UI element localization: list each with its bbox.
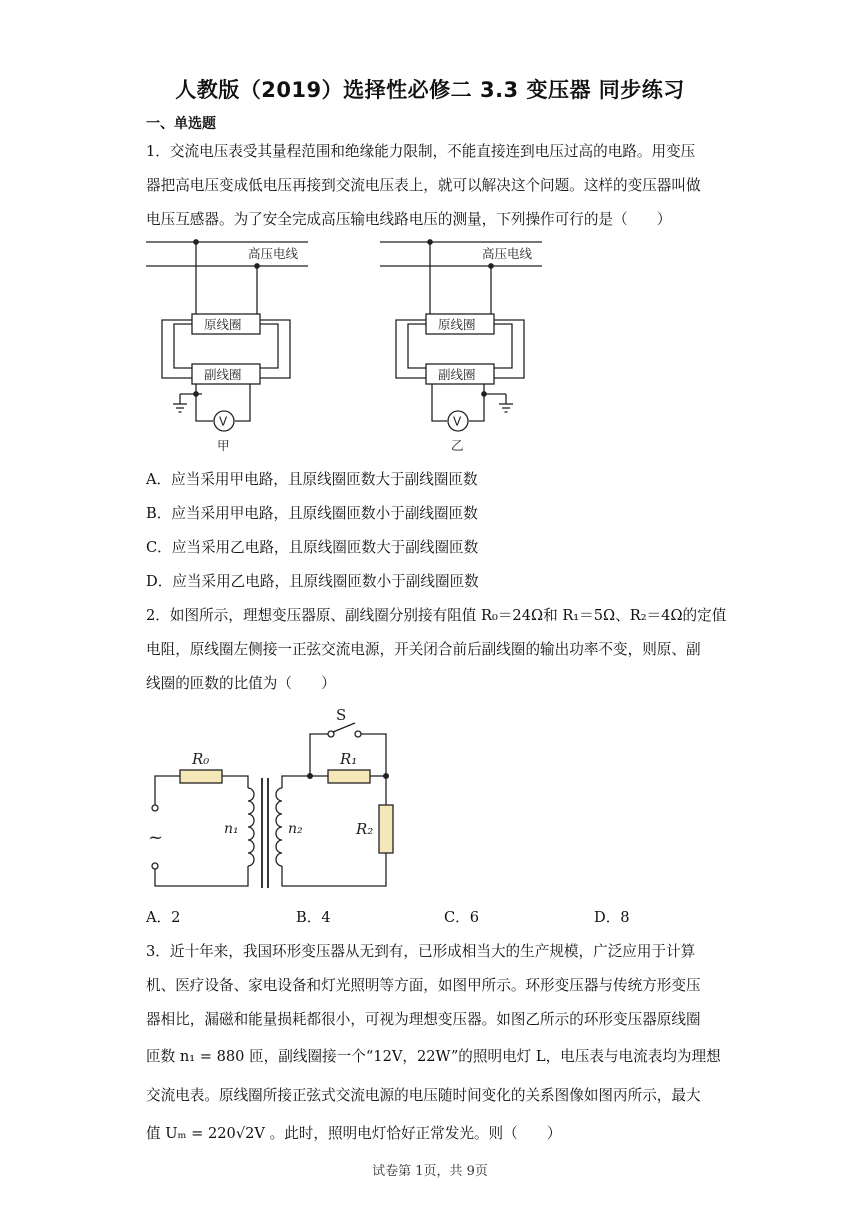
n2-label: n₂ bbox=[288, 821, 303, 837]
wire-label-right: 高压电线 bbox=[482, 246, 533, 261]
q1-text-line: 器把高电压变成低电压再接到交流电压表上，就可以解决这个问题。这样的变压器叫做 bbox=[146, 177, 701, 194]
q3-text-line: 匝数 n₁ = 880 匝，副线圈接一个“12V，22W”的照明电灯 L，电压表与电流表均为理想 bbox=[146, 1048, 721, 1065]
q1-option-b[interactable]: B．应当采用甲电路，且原线圈匝数小于副线圈匝数 bbox=[146, 505, 478, 522]
q3-text-line: 值 Uₘ = 220√2V 。此时，照明电灯恰好正常发光。则（ ） bbox=[146, 1125, 562, 1142]
q2-option-c[interactable]: C．6 bbox=[444, 909, 480, 926]
r2-label: R₂ bbox=[356, 820, 374, 838]
page-title: 人教版（2019）选择性必修二 3.3 变压器 同步练习 bbox=[175, 78, 685, 102]
q1-text-line: 电压互感器。为了安全完成高压输电线路电压的测量，下列操作可行的是（ ） bbox=[146, 211, 672, 228]
n1-label: n₁ bbox=[224, 821, 239, 837]
q3-text-line: 交流电表。原线圈所接正弦式交流电源的电压随时间变化的关系图像如图丙所示，最大 bbox=[146, 1087, 701, 1104]
wire-label-left: 高压电线 bbox=[248, 246, 299, 261]
q1-option-d[interactable]: D．应当采用乙电路，且原线圈匝数小于副线圈匝数 bbox=[146, 573, 479, 590]
voltmeter-icon: V bbox=[219, 414, 228, 429]
q3-text-line: 器相比，漏磁和能量损耗都很小，可视为理想变压器。如图乙所示的环形变压器原线圈 bbox=[146, 1011, 701, 1028]
q2-circuit-figure bbox=[140, 700, 410, 894]
primary-coil-label: 原线圈 bbox=[204, 317, 242, 332]
q1-option-a[interactable]: A．应当采用甲电路，且原线圈匝数大于副线圈匝数 bbox=[146, 471, 478, 488]
secondary-coil-label: 副线圈 bbox=[204, 367, 242, 382]
q1-text-line: 1．交流电压表受其量程范围和绝缘能力限制，不能直接连到电压过高的电路。用变压 bbox=[146, 143, 696, 160]
r0-label: R₀ bbox=[192, 750, 210, 768]
ac-source-icon: ~ bbox=[148, 827, 164, 848]
q2-text-line: 2．如图所示，理想变压器原、副线圈分别接有阻值 R₀＝24Ω和 R₁＝5Ω、R₂＝4Ω的定值 bbox=[146, 607, 727, 624]
section-heading: 一、单选题 bbox=[146, 116, 216, 132]
secondary-coil-label: 副线圈 bbox=[438, 367, 476, 382]
r1-label: R₁ bbox=[340, 750, 358, 768]
q2-text-line: 线圈的匝数的比值为（ ） bbox=[146, 675, 336, 692]
q1-circuit-figure bbox=[140, 236, 560, 460]
caption-yi: 乙 bbox=[451, 438, 464, 453]
q2-option-a[interactable]: A．2 bbox=[146, 909, 181, 926]
q2-option-b[interactable]: B．4 bbox=[296, 909, 331, 926]
q1-option-c[interactable]: C．应当采用乙电路，且原线圈匝数大于副线圈匝数 bbox=[146, 539, 479, 556]
q2-text-line: 电阻，原线圈左侧接一正弦交流电源，开关闭合前后副线圈的输出功率不变，则原、副 bbox=[146, 641, 701, 658]
q2-option-d[interactable]: D．8 bbox=[594, 909, 630, 926]
q3-text-line: 机、医疗设备、家电设备和灯光照明等方面，如图甲所示。环形变压器与传统方形变压 bbox=[146, 977, 701, 994]
page-footer: 试卷第 1页，共 9页 bbox=[372, 1164, 488, 1179]
q3-text-line: 3．近十年来，我国环形变压器从无到有，已形成相当大的生产规模，广泛应用于计算 bbox=[146, 943, 696, 960]
voltmeter-icon: V bbox=[453, 414, 462, 429]
caption-jia: 甲 bbox=[217, 438, 230, 453]
primary-coil-label: 原线圈 bbox=[438, 317, 476, 332]
switch-label: S bbox=[336, 706, 347, 724]
